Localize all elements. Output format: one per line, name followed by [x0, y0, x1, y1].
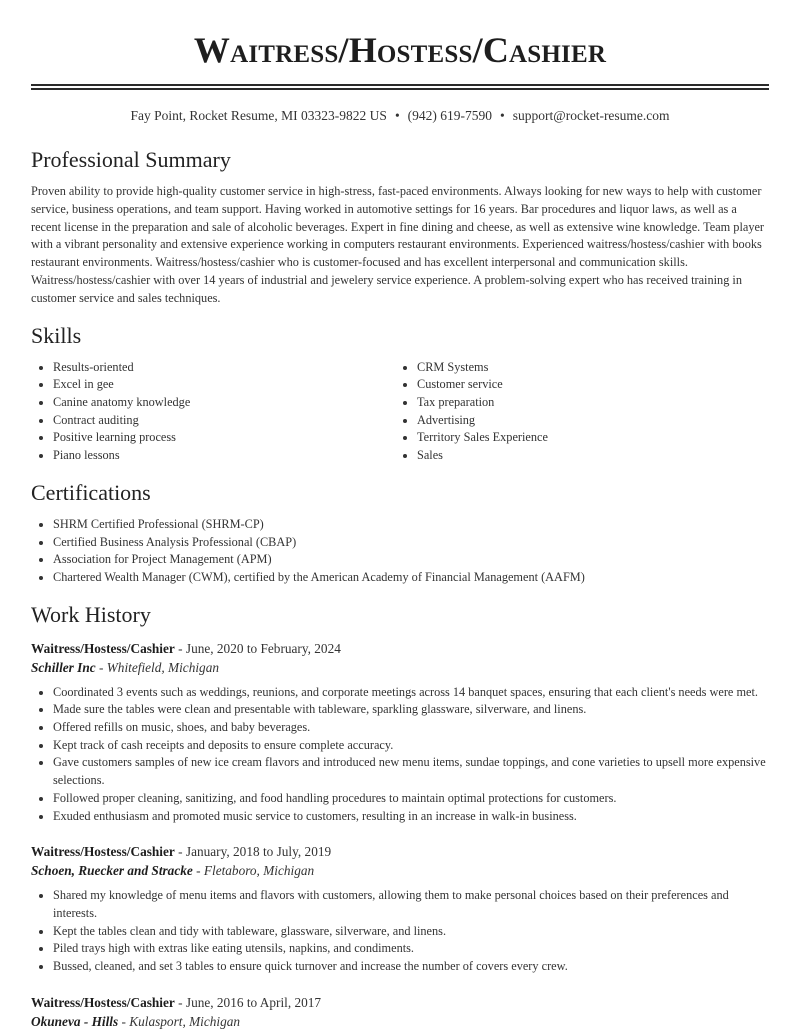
job-bullet: • Offered refills on music, shoes, and baby beverages.: [53, 719, 769, 737]
job-bullets: [31, 684, 769, 826]
job-bullet: • Kept the tables clean and tidy with tableware, glassware, silverware, and linens.: [53, 923, 769, 941]
job-role: Waitress/Hostess/Cashier: [31, 844, 175, 860]
job-bullet: • Exuded enthusiasm and promoted music service to customers, resulting in an increase in walk-in business.: [53, 808, 769, 826]
job-bullet: • Gave customers samples of new ice cream flavors and introduced new menu items, sundae toppings, and cone varieties to upsell more expensive selections.: [53, 754, 769, 789]
job-bullet: • Bussed, cleaned, and set 3 tables to ensure quick turnover and increase the number of covers every crew.: [53, 958, 769, 976]
job-employer: [31, 658, 769, 677]
skill-item: • Piano lessons: [53, 447, 395, 465]
job-location: - Kulasport, Michigan: [118, 1013, 241, 1029]
job-header: [31, 842, 769, 861]
job-employer: [31, 861, 769, 880]
job-dates: - June, 2020 to February, 2024: [174, 640, 341, 656]
job-header: [31, 639, 769, 658]
skill-item: • Canine anatomy knowledge: [53, 394, 395, 412]
contact-line: [31, 107, 769, 125]
certification-item: • Certified Business Analysis Professional (CBAP): [53, 534, 769, 552]
job-role: Waitress/Hostess/Cashier: [31, 640, 175, 656]
skill-item: • Advertising: [417, 412, 759, 430]
contact-separator: •: [394, 108, 400, 123]
contact-separator: •: [500, 108, 505, 123]
skill-item: • Territory Sales Experience: [417, 429, 759, 447]
section-title-skills: Skills: [31, 322, 82, 348]
contact-email[interactable]: support@rocket-resume.com: [512, 108, 670, 123]
skills-list-right: [395, 359, 759, 465]
job-company: Schoen, Ruecker and Stracke: [31, 863, 193, 879]
skill-item: • Excel in gee: [53, 376, 395, 394]
certification-item: • Association for Project Management (APM): [53, 551, 769, 569]
job-entry: [31, 639, 769, 826]
certifications-list: [31, 516, 769, 587]
header-divider: [31, 84, 769, 90]
skill-item: • Positive learning process: [53, 429, 395, 447]
section-title-work-history: Work History: [31, 601, 151, 627]
job-company: Schiller Inc: [31, 659, 96, 675]
job-bullet: • Piled trays high with extras like eating utensils, napkins, and condiments.: [53, 940, 769, 958]
summary-text: Proven ability to provide high-quality customer service in high-stress, fast-paced environments. Always looking for new ways to help with customer service, business operations, and team support. Having worked in automotive settings for 16 years. Bar procedures and liquor laws, as well as a recent license in the preparation and sale of alcoholic beverages. Expert in fine dining and cheese, as well as extensive wine knowledge. Team player with a vibrant personality and extensive experience working in computers restaurant environments. Experienced waitress/hostess/cashier with books restaurant environments. Waitress/hostess/cashier who is customer-focused and has excellent interpersonal and communication skills. Waitress/hostess/cashier with over 14 years of industrial and jewelery service experience. A problem-solving expert who has received training in customer service and sales techniques.: [31, 184, 765, 305]
contact-phone: (942) 619-7590: [407, 108, 493, 123]
section-title-certifications: Certifications: [31, 479, 151, 505]
job-bullet: • Shared my knowledge of menu items and flavors with customers, allowing them to make personal choices based on their preferences and interests.: [53, 887, 769, 922]
skill-item: • Customer service: [417, 376, 759, 394]
skill-item: • CRM Systems: [417, 359, 759, 377]
contact-address: Fay Point, Rocket Resume, MI 03323-9822 US: [130, 108, 387, 123]
certification-item: • Chartered Wealth Manager (CWM), certified by the American Academy of Financial Management (AAFM): [53, 569, 769, 587]
job-entry: [31, 993, 769, 1031]
job-company: Okuneva - Hills: [31, 1013, 119, 1029]
job-bullets: [31, 887, 769, 976]
skills-list-left: [31, 359, 395, 465]
job-header: [31, 993, 769, 1012]
job-entry: [31, 842, 769, 976]
job-bullet: • Followed proper cleaning, sanitizing, and food handling procedures to maintain optimal protections for customers.: [53, 790, 769, 808]
job-bullet: • Coordinated 3 events such as weddings, reunions, and corporate meetings across 14 banquet spaces, ensuring that each client's needs were met.: [53, 684, 769, 702]
resume-name: Waitress/Hostess/Cashier: [193, 30, 607, 70]
certification-item: • SHRM Certified Professional (SHRM-CP): [53, 516, 769, 534]
job-bullet: • Kept track of cash receipts and deposits to ensure complete accuracy.: [53, 737, 769, 755]
job-location: - Whitefield, Michigan: [95, 659, 219, 675]
job-dates: - January, 2018 to July, 2019: [174, 844, 332, 860]
skills-column-left: [31, 359, 395, 465]
skills-grid: [31, 359, 769, 465]
skill-item: • Sales: [417, 447, 759, 465]
job-role: Waitress/Hostess/Cashier: [31, 994, 175, 1010]
job-bullet: • Made sure the tables were clean and presentable with tableware, sparkling glassware, silverware, and linens.: [53, 701, 769, 719]
job-employer: [31, 1012, 769, 1031]
section-title-summary: Professional Summary: [31, 147, 231, 172]
skills-column-right: [395, 359, 759, 465]
job-dates: - June, 2016 to April, 2017: [174, 994, 322, 1010]
job-location: - Fletaboro, Michigan: [192, 863, 315, 879]
skill-item: • Contract auditing: [53, 412, 395, 430]
skill-item: • Tax preparation: [417, 394, 759, 412]
skill-item: • Results-oriented: [53, 359, 395, 377]
